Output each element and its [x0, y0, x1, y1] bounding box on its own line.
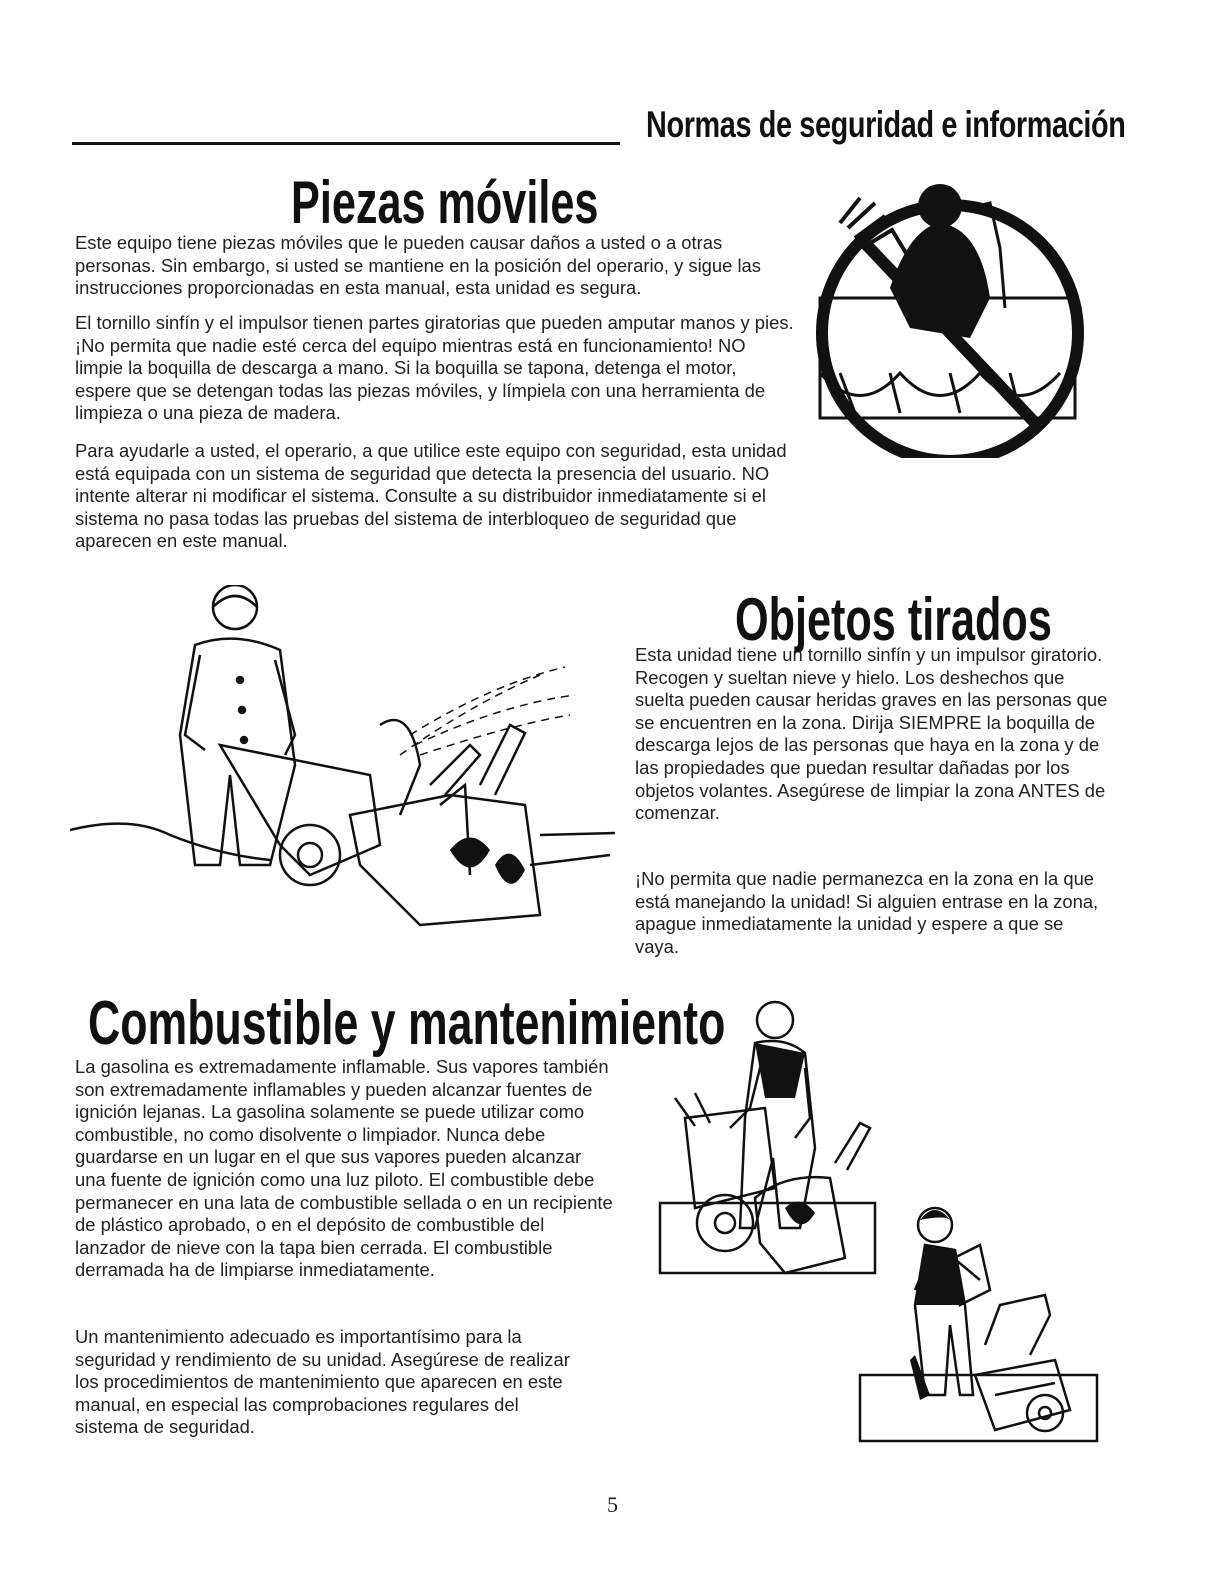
woman-with-clipboard-illustration: [855, 1195, 1105, 1445]
man-inspecting-snowblower-illustration: [655, 998, 885, 1280]
operator-snowblower-illustration: [70, 585, 630, 945]
fuel-maintenance-paragraph-2: Un mantenimiento adecuado es importantísimo para la seguridad y rendimiento de su unidad. Asegúrese de realizar los procedimientos de mantenimiento que aparecen en este manual, en especial las comprobaciones regulares del sistema de seguridad.: [75, 1326, 570, 1438]
moving-parts-paragraph-2: El tornillo sinfín y el impulsor tienen partes giratorias que pueden amputar manos y pies. ¡No permita que nadie esté cerca del equipo mientras está en funcionamiento! NO limpie la boquilla de descarga a mano. Si la boquilla se tapona, detenga el motor, espere que se detengan todas las piezas móviles, y límpiela con una herramienta de limpieza o una pieza de madera.: [75, 312, 794, 424]
fuel-maintenance-paragraph-1: La gasolina es extremadamente inflamable. Sus vapores también son extremadamente inflamables y pueden alcanzar fuentes de ignición lejanas. La gasolina solamente se puede utilizar como combustible, no como disolvente o limpiador. Nunca debe guardarse en un lugar en el que sus vapores pueden alcanzar una fuente de ignición como una luz piloto. El combustible debe permanecer en una lata de combustible sellada o en un recipiente de plástico aprobado, o en el depósito de combustible del lanzador de nieve con la tapa bien cerrada. El combustible derramada ha de limpiarse inmediatamente.: [75, 1056, 613, 1281]
section-title-moving-parts: Piezas móviles: [291, 169, 599, 236]
moving-parts-paragraph-1: Este equipo tiene piezas móviles que le pueden causar daños a usted o a otras personas. Sin embargo, si usted se mantiene en la posición del operario, y sigue las instrucciones proporcionadas en esta manual, esta unidad es segura.: [75, 232, 761, 299]
thrown-objects-paragraph-2: ¡No permita que nadie permanezca en la zona en la que está manejando la unidad! Si alguien entrase en la zona, apague inmediatamente la unidad y espere a que se vaya.: [635, 868, 1099, 957]
no-hands-in-auger-illustration: [800, 168, 1090, 458]
section-title-thrown-objects: Objetos tirados: [735, 586, 1052, 653]
section-title-fuel-maintenance: Combustible y mantenimiento: [88, 989, 726, 1058]
header-rule: [72, 142, 620, 145]
page-number: 5: [607, 1492, 618, 1517]
thrown-objects-paragraph-1: Esta unidad tiene un tornillo sinfín y un impulsor giratorio. Recogen y sueltan nieve y hielo. Los deshechos que suelta pueden causar heridas graves en las personas que se encuentren en la zona. Dirija SIEMPRE la boquilla de descarga lejos de las personas que haya en la zona y de las propiedades que puedan resultar dañadas por los objetos volantes. Asegúrese de limpiar la zona ANTES de comenzar.: [635, 644, 1108, 824]
page-header-title: Normas de seguridad e información: [646, 104, 1126, 145]
moving-parts-paragraph-3: Para ayudarle a usted, el operario, a que utilice este equipo con seguridad, esta unidad está equipada con un sistema de seguridad que detecta la presencia del usuario. NO intente alterar ni modificar el sistema. Consulte a su distribuidor inmediatamente si el sistema no pasa todas las pruebas del sistema de interbloqueo de seguridad que aparecen en este manual.: [75, 440, 787, 552]
